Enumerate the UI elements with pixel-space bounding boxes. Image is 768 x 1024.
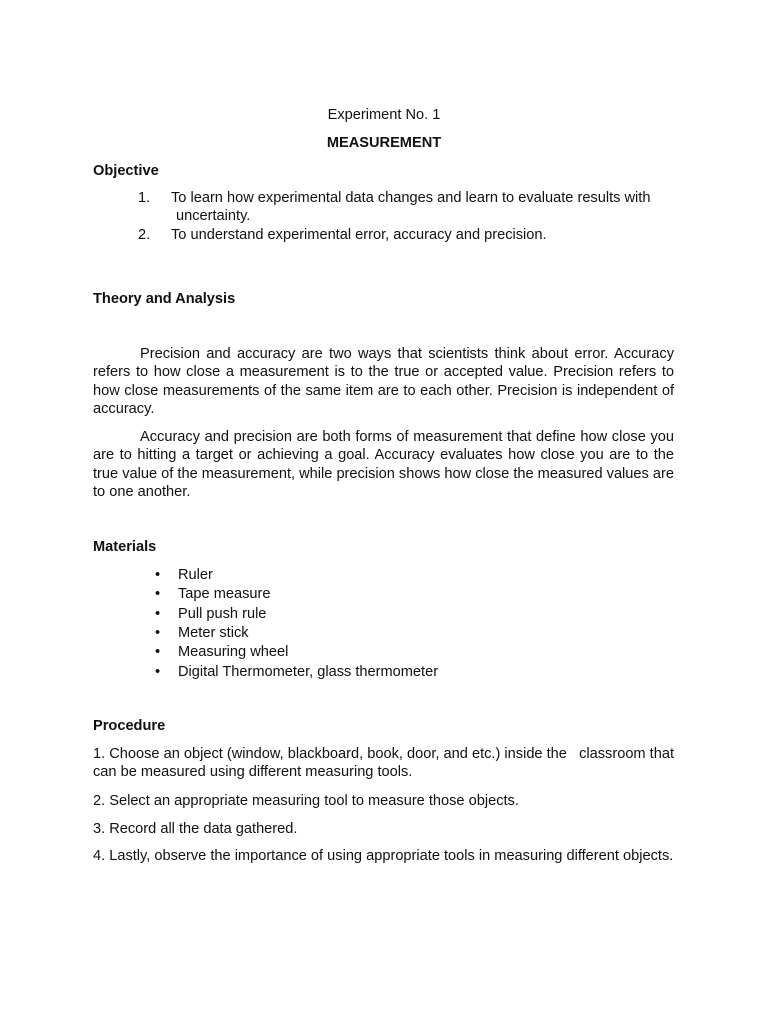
procedure-step-3: 3. Record all the data gathered. — [93, 821, 298, 837]
bullet-icon: • — [155, 644, 161, 661]
objective-item-1-number: 1. — [138, 190, 151, 206]
material-ruler: Ruler — [178, 567, 213, 583]
document-title: MEASUREMENT — [326, 135, 442, 151]
objective-item-2 — [0, 226, 768, 246]
procedure-heading: Procedure — [93, 718, 166, 734]
bullet-icon: • — [155, 586, 161, 603]
experiment-number: Experiment No. 1 — [327, 107, 441, 123]
material-meter-stick: Meter stick — [178, 624, 249, 641]
objective-item-2-number: 2. — [138, 227, 151, 243]
objective-item-1-line2: uncertainty. — [176, 208, 251, 224]
materials-heading: Materials — [93, 539, 157, 555]
theory-paragraph-2: Accuracy and precision are both forms of measurement that define how close you are to hitting a target or achieving a goal. Accuracy evaluates how close you are to the true value of the measurement, while precision shows how close the measured values are to one another. — [93, 429, 674, 501]
procedure-step-1: 1. Choose an object (window, blackboard, book, door, and etc.) inside the classroom that can be measured using different measuring tools. — [93, 746, 679, 781]
bullet-icon: • — [155, 605, 161, 622]
theory-heading: Theory and Analysis — [93, 291, 236, 307]
material-pull-push-rule: Pull push rule — [178, 605, 267, 622]
bullet-icon: • — [155, 624, 161, 641]
bullet-icon: • — [155, 567, 161, 583]
materials-list — [0, 566, 768, 686]
bullet-icon: • — [155, 663, 161, 680]
material-tape-measure: Tape measure — [178, 586, 271, 603]
material-thermometers: Digital Thermometer, glass thermometer — [178, 663, 439, 680]
material-measuring-wheel: Measuring wheel — [178, 644, 289, 661]
objective-heading: Objective — [93, 163, 159, 179]
procedure-step-2: 2. Select an appropriate measuring tool to measure those objects. — [93, 793, 519, 809]
objective-item-2-line1: To understand experimental error, accuracy and precision. — [171, 227, 547, 243]
procedure-step-4: 4. Lastly, observe the importance of using appropriate tools in measuring different objects. — [93, 848, 674, 864]
objective-item-1-line1: To learn how experimental data changes and learn to evaluate results with — [171, 190, 651, 206]
objective-item-1 — [0, 189, 768, 229]
theory-paragraph-1: Precision and accuracy are two ways that scientists think about error. Accuracy refers to how close a measurement is to the true or accepted value. Precision refers to how close measurements of the same item are to each other. Precision is independent of accuracy. — [93, 346, 674, 418]
